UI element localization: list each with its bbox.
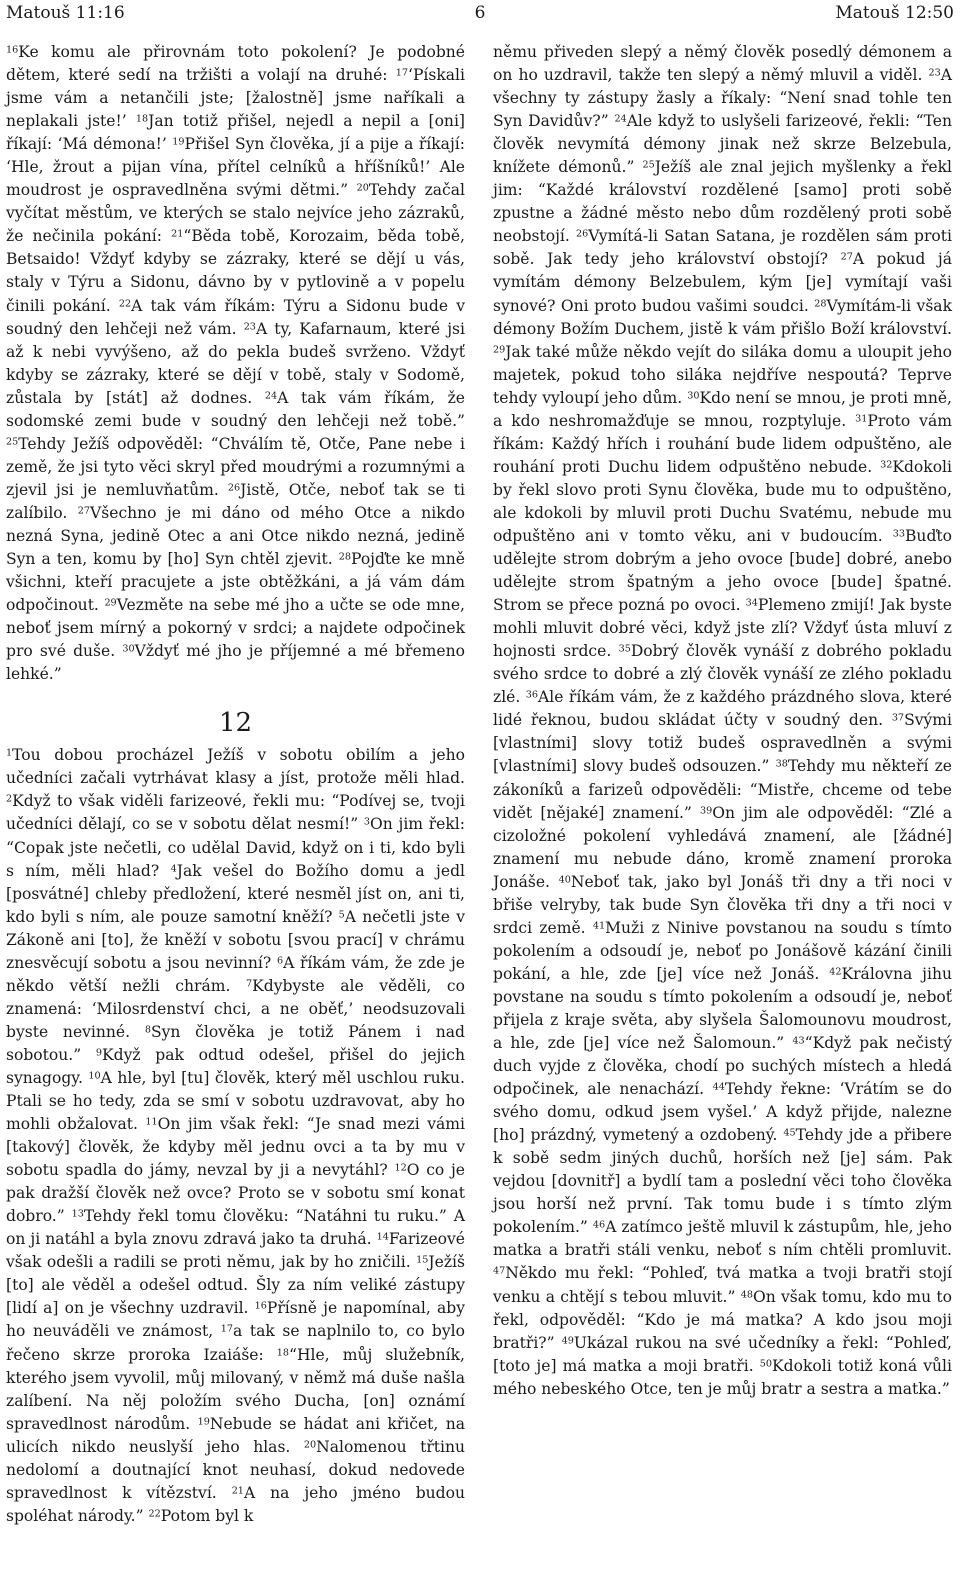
right-column [493, 41, 952, 1401]
verse-text: Kdybyste ale věděli, co znamená: ‘Milosrdenství chci, a ne oběť,’ neodsuzovali byste nevinné. [6, 976, 465, 1041]
header-reference-end: Matouš 12:50 [835, 3, 954, 23]
verse-text: Vezměte na sebe mé jho a učte se ode mne, neboť jsem mírný a pokorný v srdci; a najdete odpočinek pro své duše. [6, 596, 465, 661]
verse-text: Neboť tak, jako byl Jonáš tři dny a tři noci v břiše velryby, tak bude Syn člověka tři dny a tři noci v srdci země. [493, 872, 952, 937]
verse-text: Tou dobou procházel Ježíš v sobotu obilím a jeho učedníci začali vytrhávat klasy a jíst, protože měli hlad. [6, 746, 465, 788]
verse-number: 32 [880, 459, 893, 471]
verse-number: 10 [88, 1070, 101, 1082]
verse-text: Kdokoli by řekl slovo proti Synu člověka, bude mu to odpuštěno, ale kdokoli by mluvil proti Duchu Svatému, nebude mu odpuštěno ani v tomto věku, ani v budoucím. [493, 457, 952, 545]
verse-text: Tehdy jde a přibere k sobě sedm jiných duchů, horších než [je] sám. Pak vejdou [dovnitř] a bydlí tam a poslední věci toho člověka jsou horší než první. Tak tomu bude i s tímto zlým pokolením.” [493, 1126, 952, 1237]
verse-number: 33 [892, 528, 905, 540]
verse-number: 48 [740, 1289, 753, 1301]
verse-text: Přišel Syn člověka, jí a pije a říkají: ‘Hle, žrout a pijan vína, přítel celníků a hříšníků!’ Ale moudrost je ospravedlněna svými dětmi.” [6, 135, 465, 200]
verse-text: Když pak odtud odešel, přišel do jejich synagogy. [6, 1045, 465, 1087]
verse-number: 6 [276, 955, 284, 967]
verse-number: 28 [814, 298, 827, 310]
verse-text: “Běda tobě, Korozaim, běda tobě, Betsaido! Vždyť kdyby se zázraky, které se dějí u vás, staly v Týru a Sidonu, dávno by v pytlovině a v popelu činili pokání. [6, 227, 465, 315]
verse-text: Královna jihu povstane na soudu s tímto pokolením a odsoudí je, neboť přijela z kraje světa, aby slyšela Šalomounovu moudrost, a hle, zde [je] více než Šalomoun.” [493, 964, 952, 1053]
verse-text: Tehdy začal vyčítat městům, ve kterých se stalo nejvíce jeho zázraků, že nečinila pokání: [6, 181, 465, 246]
verse-number: 47 [493, 1266, 506, 1278]
chapter-heading: 12 [218, 708, 253, 739]
verse-number: 21 [171, 229, 184, 241]
verse-text: Plemeno zmijí! Jak byste mohli mluvit dobré věci, když jste zlí? Vždyť ústa mluví z hojnosti srdce. [493, 596, 952, 661]
verse-number: 8 [144, 1024, 151, 1036]
verse-number: 31 [855, 413, 868, 425]
verse-number: 18 [276, 1347, 290, 1359]
verse-number: 29 [104, 597, 117, 609]
verse-text: A na jeho jméno budou spoléhat národy.” [6, 1483, 465, 1525]
verse-number: 45 [783, 1127, 796, 1139]
continued-text: němu přiveden slepý a němý člověk posedlý démonem a on ho uzdravil, takže ten slepý a němý mluvil a viděl. [493, 43, 952, 85]
verse-number: 2 [6, 794, 13, 806]
verse-number: 43 [792, 1035, 805, 1047]
verse-text: Proto vám říkám: Každý hřích i rouhání bude lidem odpuštěno, ale rouhání proti Duchu lidem odpuštěno nebude. [493, 411, 952, 476]
verse-text: A tak vám říkám, že sodomské zemi bude v soudný den lehčeji než tobě.” [6, 388, 465, 430]
verse-number: 20 [303, 1439, 317, 1451]
verse-text: Pojďte ke mně všichni, kteří pracujete a jste obtěžkáni, a já vám dám odpočinout. [6, 550, 465, 615]
verse-number: 37 [891, 713, 905, 725]
verse-text: Tehdy řekl tomu člověku: “Natáhni tu ruku.” A on ji natáhl a byla znovu zdravá jako ta druhá. [6, 1207, 465, 1249]
verse-number: 22 [118, 298, 132, 310]
verse-text: Syn člověka je totiž Pánem i nad sobotou.” [6, 1022, 465, 1064]
verse-number: 23 [928, 67, 941, 79]
verse-text: “Když pak nečistý duch vyjde z člověka, chodí po suchých místech a hledá odpočinek, ale nenachází. [493, 1034, 953, 1099]
verse-number: 44 [712, 1081, 725, 1093]
verse-number: 34 [745, 597, 758, 609]
verse-number: 46 [592, 1220, 606, 1232]
verse-number: 42 [829, 966, 842, 978]
verse-number: 19 [197, 1416, 210, 1428]
verse-text: Jistě, Otče, neboť tak se ti zalíbilo. [6, 480, 465, 522]
verse-text: Přísně je napomínal, aby ho neuváděli ve známost, [6, 1299, 465, 1341]
verse-number: 30 [687, 390, 700, 402]
verse-number: 26 [575, 229, 589, 241]
verse-number: 24 [264, 390, 278, 402]
chapter-11-text [6, 41, 465, 686]
verse-text: Muži z Ninive povstanou na soudu s tímto pokolením a odsoudí je, neboť po Jonášově kázání činili pokání, a hle, zde [je] více než Jonáš. [493, 918, 953, 983]
verse-text: Ale když to uslyšeli farizeové, řekli: “Ten člověk nevymítá démony jinak než skrze Belzebula, knížete démonů.” [493, 112, 952, 177]
verse-text: Kdokoli totiž koná vůli mého nebeského Otce, ten je můj bratr a sestra a matka.” [493, 1356, 952, 1398]
verse-text: Buďto udělejte strom dobrým a jeho ovoce [bude] dobré, anebo udělejte strom špatným a jeho ovoce [bude] špatné. Strom se přece pozná po ovoci. [493, 526, 952, 615]
verse-number: 16 [254, 1301, 267, 1313]
verse-number: 17 [220, 1324, 233, 1336]
verse-number: 16 [6, 44, 19, 56]
verse-text: Ale říkám vám, že z každého prázdného slova, které lidé řeknou, budou skládat účty v soudný den. [493, 688, 953, 730]
left-column [6, 41, 465, 1528]
verse-text: Kdo není se mnou, je proti mně, a kdo neshromažďuje se mnou, rozptyluje. [493, 388, 952, 430]
verse-number: 35 [618, 643, 631, 655]
verse-text: Farizeové však odešli a radili se proti němu, jak by ho zničili. [6, 1230, 465, 1272]
verse-text: A nečetli jste v Zákoně ani [to], že kněží v sobotu [svou prací] v chrámu znesvěcují sobotu a jsou nevinní? [6, 907, 465, 972]
verse-number: 13 [71, 1208, 84, 1220]
verse-text: Vymítá-li Satan Satana, je rozdělen sám proti sobě. Jak tedy jeho království obstojí? [493, 227, 952, 269]
verse-text: Svými [vlastními] slovy totiž budeš ospravedlněn a svými [vlastními] slovy budeš odsouzen.” [493, 711, 952, 776]
verse-number: 30 [122, 643, 135, 655]
verse-number: 4 [170, 863, 177, 875]
verse-number: 25 [642, 159, 655, 171]
page-header [6, 2, 954, 26]
verse-text: Jak vešel do Božího domu a jedl [posvátné] chleby předložení, které nesměl jíst on, ani ti, kdo byli s ním, ale pouze samotní kněží? [6, 861, 465, 926]
verse-number: 15 [416, 1255, 429, 1267]
verse-number: 20 [356, 182, 369, 194]
verse-text: a tak se naplnilo to, co bylo řečeno skrze proroka Izaiáše: [6, 1322, 465, 1364]
verse-text: A hle, byl [tu] člověk, který měl uschlou ruku. Ptali se ho tedy, zda se smí v sobotu uzdravovat, aby ho mohli obžalovat. [6, 1068, 465, 1134]
verse-text: Ukázal rukou na své učedníky a řekl: “Pohleď, [toto je] má matka a moji bratři. [493, 1333, 952, 1375]
verse-text: On jim ale odpověděl: “Zlé a cizoložné pokolení vyhledává znamení, ale [žádné] znamení mu nebude dáno, kromě znamení proroka Jonáše. [493, 803, 953, 891]
verse-number: 23 [243, 321, 256, 333]
chapter-12-text [6, 744, 465, 1528]
verse-number: 5 [338, 909, 345, 921]
verse-number: 39 [700, 805, 713, 817]
verse-number: 25 [6, 436, 19, 448]
verse-number: 3 [363, 817, 371, 829]
verse-number: 27 [77, 505, 91, 517]
header-reference-start: Matouš 11:16 [6, 3, 125, 23]
verse-text: Jak také může někdo vejít do siláka domu a uloupit jeho majetek, pokud toho siláka nejdříve nespoutá? Teprve tehdy vyloupí jeho dům. [493, 342, 952, 407]
verse-text: Někdo mu řekl: “Pohleď, tvá matka a tvoji bratři stojí venku a chtějí s tebou mluvit.” [493, 1264, 952, 1306]
verse-text: Ježíš [to] ale věděl a odešel odtud. Šly za ním veliké zástupy [lidí a] on je všechny uzdravil. [6, 1253, 465, 1318]
verse-text: Jan totiž přišel, nejedl a nepil a [oni] říkají: ‘Má démona!’ [6, 112, 465, 154]
verse-text: On jim řekl: “Copak jste nečetli, co udělal David, když on i ti, kdo byli s ním, měli hlad? [6, 815, 465, 880]
verse-text: A tak vám říkám: Týru a Sidonu bude v soudný den lehčeji než vám. [6, 296, 465, 338]
verse-number: 19 [172, 136, 185, 148]
verse-number: 28 [338, 551, 351, 563]
verse-number: 17 [395, 67, 408, 79]
verse-text: Nalomenou třtinu nedolomí a doutnající knot neuhasí, dokud nedovede spravedlnost k vítězství. [6, 1437, 466, 1502]
verse-text: Dobrý člověk vynáší z dobrého pokladu svého srdce to dobré a zlý člověk vynáší ze zlého pokladu zlé. [493, 642, 952, 707]
verse-text: Tehdy řekne: ‘Vrátím se do svého domu, odkud jsem vyšel.’ A když přijde, nalezne [ho] prázdný, vymetený a ozdobený. [493, 1080, 952, 1145]
verse-number: 36 [525, 689, 539, 701]
verse-text: Nebude se hádat ani křičet, na ulicích nikdo neuslyší jeho hlas. [6, 1414, 465, 1456]
verse-text: Ke komu ale přirovnám toto pokolení? Je podobné dětem, které sedí na tržišti a volají na druhé: [6, 43, 465, 85]
verse-number: 49 [561, 1335, 574, 1347]
verse-number: 41 [592, 920, 606, 932]
verse-number: 40 [558, 874, 571, 886]
verse-number: 9 [95, 1047, 103, 1059]
verse-number: 14 [376, 1231, 389, 1243]
verse-text: On však tomu, kdo mu to řekl, odpověděl: “Kdo je má matka? A kdo jsou moji bratři?” [493, 1287, 953, 1352]
verse-text: Ježíš ale znal jejich myšlenky a řekl jim: “Každé království rozdělené [samo] proti sobě zpustne a žádné město nebo dům rozdělený proti sobě neobstojí. [493, 158, 952, 246]
verse-text: Všechno je mi dáno od mého Otce a nikdo nezná Syna, jedině Otec a ani Otce nikdo nezná, jedině Syn a ten, komu by [ho] Syn chtěl zjevit. [6, 503, 465, 569]
verse-number: 21 [231, 1485, 244, 1497]
verse-number: 38 [775, 759, 788, 771]
verse-text: O co je pak dražší člověk než ovce? Proto se v sobotu smí konat dobro.” [6, 1161, 465, 1226]
verse-number: 24 [614, 113, 627, 125]
verse-number: 22 [148, 1508, 161, 1520]
verse-number: 29 [493, 344, 506, 356]
verse-text: A zatímco ještě mluvil k zástupům, hle, jeho matka a bratři stáli venku, neboť s ním chtěli promluvit. [493, 1218, 952, 1260]
verse-number: 26 [227, 482, 241, 494]
verse-text: “Hle, můj služebník, kterého jsem vyvolil, můj milovaný, v němž má duše našla zalíbení. Na něj položím svého Ducha, [on] oznámí spravedlnost národům. [6, 1345, 465, 1433]
verse-text: A všechny ty zástupy žasly a říkaly: “Není snad tohle ten Syn Davidův?” [493, 66, 952, 131]
verse-text: Tehdy Ježíš odpověděl: “Chválím tě, Otče, Pane nebe i země, že jsi tyto věci skryl před moudrými a rozumnými a zjevil jsi je nemluvňatům. [6, 434, 465, 499]
verse-text: Když to však viděli farizeové, řekli mu: “Podívej se, tvoji učedníci dělají, co se v sobotu dělat nesmí!” [6, 792, 465, 834]
verse-text: Tehdy mu někteří ze zákoníků a farizeů odpověděli: “Mistře, chceme od tebe vidět [nějaké] znamení.” [493, 757, 952, 822]
verse-number: 50 [759, 1358, 773, 1370]
verse-number: 12 [394, 1162, 407, 1174]
verse-text: A ty, Kafarnaum, které jsi až k nebi vyvýšeno, až do pekla budeš svrženo. Vždyť kdyby se zázraky, které se dějí v tobě, staly v Sodomě, zůstala by [stát] až dodnes. [6, 319, 465, 407]
verse-number: 27 [840, 252, 853, 264]
verse-text: On jim však řekl: “Je snad mezi vámi [takový] člověk, že kdyby měl jednu ovci a ta by mu v sobotu spadla do jámy, nevzal by ji a nevytáhl? [6, 1115, 465, 1180]
verse-text: Vymítám-li však démony Božím Duchem, jistě k vám přišlo Boží království. [493, 296, 953, 338]
verse-number: 7 [246, 978, 253, 990]
verse-number: 1 [6, 747, 13, 759]
verse-text: Potom byl k [160, 1506, 254, 1525]
verse-number: 11 [145, 1116, 158, 1128]
verse-text: ‘Pískali jsme vám a netančili jste; [žalostně] jsme naříkali a neplakali jste!’ [6, 66, 465, 131]
page-number: 6 [474, 3, 486, 23]
verse-text: A pokud já vymítám démony Belzebulem, kým [je] vymítají vaši synové? Oni proto budou vašimi soudci. [493, 250, 952, 315]
right-column-text [493, 41, 952, 1401]
verse-text: A říkám vám, že zde je někdo větší nežli chrám. [6, 953, 466, 995]
verse-text: Vždyť mé jho je příjemné a mé břemeno lehké.” [6, 642, 465, 684]
verse-number: 18 [135, 113, 149, 125]
